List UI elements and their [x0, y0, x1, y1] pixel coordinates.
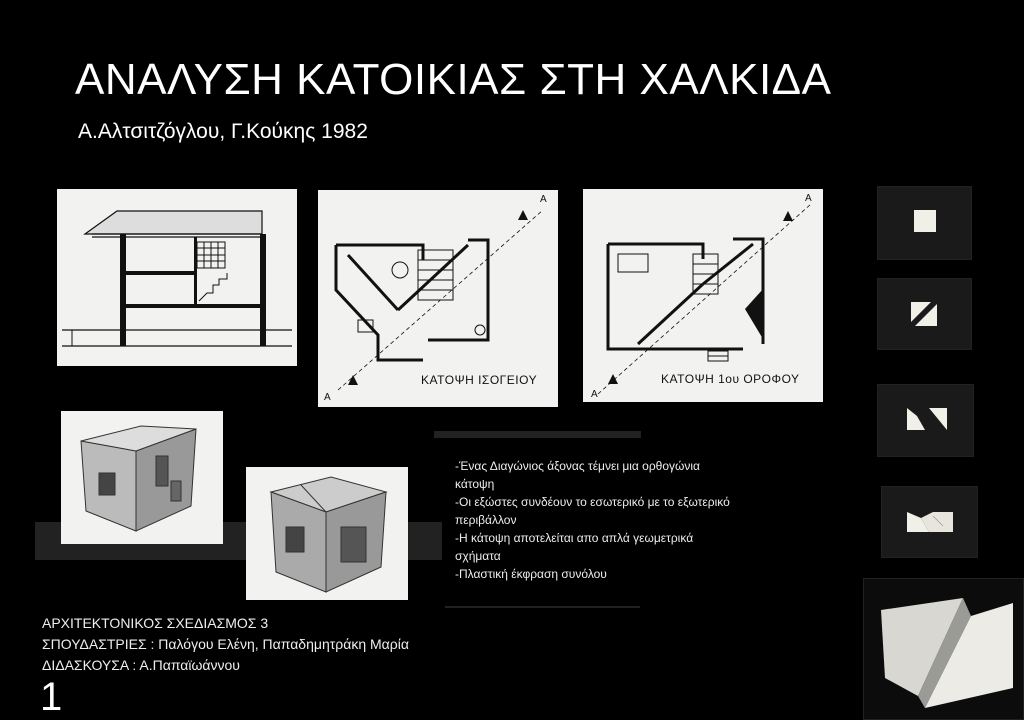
divider [445, 606, 640, 608]
axis-letter: A [324, 392, 331, 403]
first-floor-plan [583, 189, 823, 402]
note-line: -Οι εξώστες συνδέουν το εσωτερικό με το εξωτερικό [455, 495, 730, 509]
axis-letter: A [805, 193, 812, 204]
credits [42, 613, 409, 676]
folded-shape-icon [881, 486, 978, 558]
divider [434, 431, 641, 438]
note-line: -Ένας Διαγώνιος άξονας τέμνει μια ορθογώνια [455, 459, 700, 473]
analysis-notes [455, 457, 825, 583]
perspective-sketch-icon [246, 467, 408, 600]
course-name: ΑΡΧΙΤΕΚΤΟΝΙΚΟΣ ΣΧΕΔΙΑΣΜΟΣ 3 [42, 615, 269, 631]
students-line: ΣΠΟΥΔΑΣΤΡΙΕΣ : Παλόγου Ελένη, Παπαδημητράκη Μαρία [42, 636, 409, 652]
model-thumbnail [877, 186, 972, 260]
page-title: ΑΝΑΛΥΣΗ ΚΑΤΟΙΚΙΑΣ ΣΤΗ ΧΑΛΚΙΔΑ [75, 55, 832, 104]
model-thumbnail [877, 278, 972, 350]
page-subtitle: Α.Αλτσιτζόγλου, Γ.Κούκης 1982 [78, 120, 368, 143]
model-photo-icon [863, 578, 1024, 720]
note-line: σχήματα [455, 549, 501, 563]
teacher-line: ΔΙΔΑΣΚΟΥΣΑ : Α.Παπαϊωάννου [42, 657, 240, 673]
section-drawing-icon [57, 189, 297, 366]
model-photo [863, 578, 1024, 720]
perspective-sketch-icon [61, 411, 223, 544]
ground-floor-plan-label: ΚΑΤΟΨΗ ΙΣΟΓΕΙΟΥ [421, 373, 538, 387]
first-floor-plan-label: ΚΑΤΟΨΗ 1ου ΟΡΟΦΟΥ [661, 372, 800, 386]
split-square-icon [877, 384, 974, 457]
section-drawing [57, 189, 297, 366]
model-thumbnail [877, 384, 974, 457]
model-thumbnail [881, 486, 978, 558]
note-line: -Η κάτοψη αποτελείται απο απλά γεωμετρικά [455, 531, 694, 545]
first-floor-plan-icon [583, 189, 823, 402]
square-shape-icon [877, 186, 972, 260]
note-line: -Πλαστική έκφραση συνόλου [455, 567, 607, 581]
perspective-sketch [61, 411, 223, 544]
axis-letter: A [540, 194, 547, 205]
ground-floor-plan [318, 190, 558, 407]
split-square-icon [877, 278, 972, 350]
note-line: κάτοψη [455, 477, 495, 491]
perspective-sketch [246, 467, 408, 600]
axis-letter: A [591, 389, 598, 400]
page-number: 1 [40, 675, 63, 719]
note-line: περιβάλλον [455, 513, 517, 527]
